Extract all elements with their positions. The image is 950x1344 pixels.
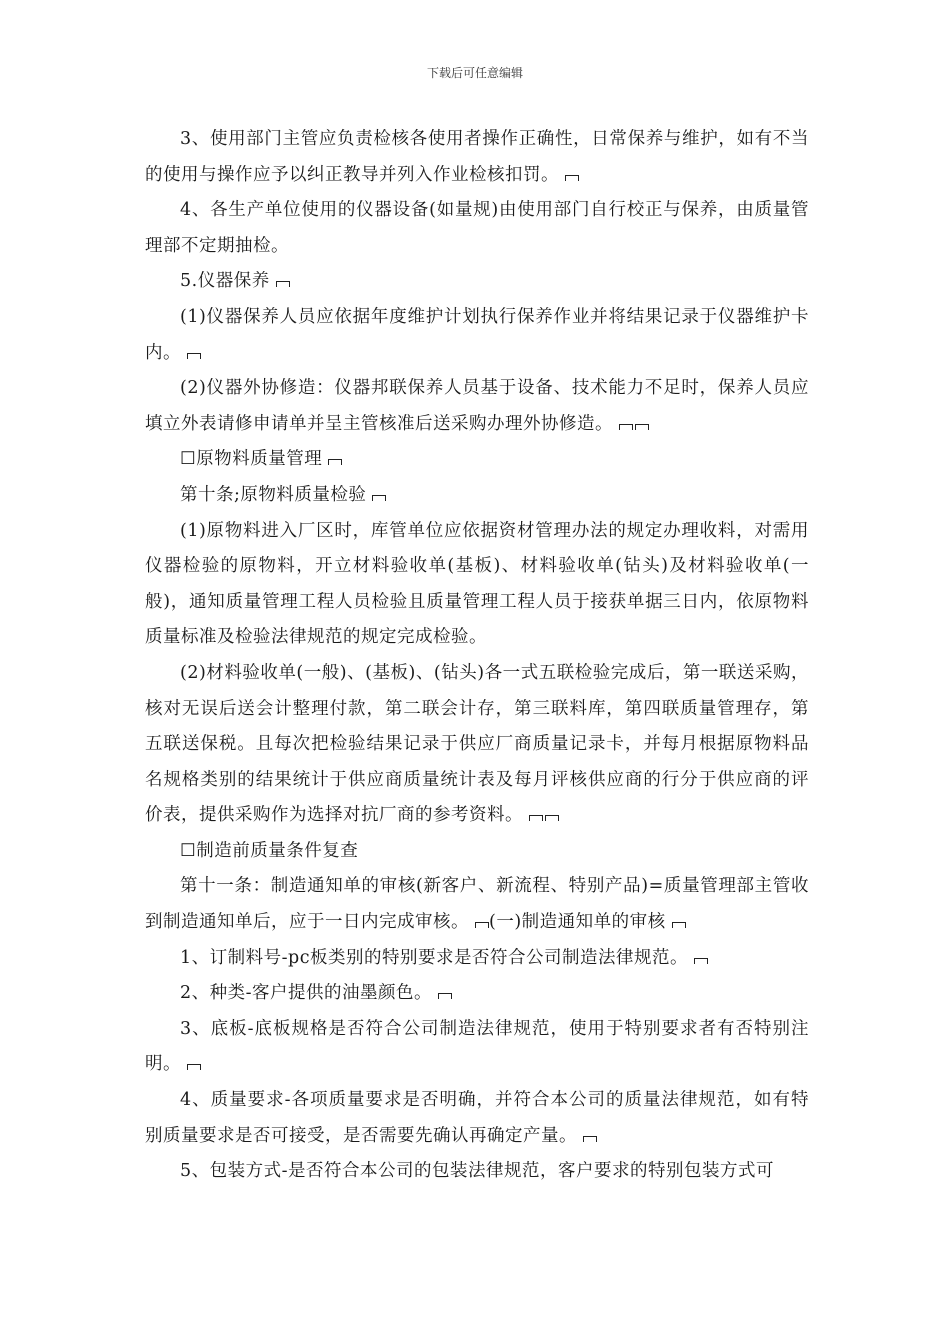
list-item — [145, 1154, 809, 1190]
line-break-mark-icon — [187, 353, 201, 359]
paragraph — [145, 371, 809, 442]
paragraph — [145, 869, 809, 940]
paragraph-text: (1)原物料进入厂区时，库管单位应依据资材管理办法的规定办理收料，对需用仪器检验的原物料，开立材料验收单(基板)、材料验收单(钻头)及材料验收单(一般)，通知质量管理工程人员检验且质量管理工程人员于接获单据三日内，依原物料质量标准及检验法律规范的规定完成检验。 — [145, 520, 809, 648]
paragraph — [145, 122, 809, 193]
paragraph — [145, 514, 809, 656]
line-break-mark-icon — [372, 495, 386, 501]
list-item-text: 1、订制料号-pc板类别的特别要求是否符合公司制造法律规范。 — [180, 947, 689, 968]
line-break-mark-icon — [328, 459, 342, 465]
list-item — [145, 941, 809, 977]
paragraph-text: (1)仪器保养人员应依据年度维护计划执行保养作业并将结果记录于仪器维护卡内。 — [145, 306, 809, 363]
list-item — [145, 1083, 809, 1154]
line-break-mark-icon — [694, 958, 708, 964]
article-heading — [145, 478, 809, 514]
list-item — [145, 976, 809, 1012]
list-item-text: 2、种类-客户提供的油墨颜色。 — [180, 983, 433, 1004]
line-break-mark-icon — [529, 815, 543, 821]
list-item-text: 3、底板-底板规格是否符合公司制造法律规范，使用于特别要求者有否特别注明。 — [145, 1018, 809, 1075]
paragraph-text: (2)材料验收单(一般)、(基板)、(钻头)各一式五联检验完成后，第一联送采购，核对无误后送会计整理付款，第二联会计存，第三联料库，第四联质量管理存，第五联送保税。且每次把检验结果记录于供应厂商质量记录卡，并每月根据原物料品名规格类别的结果统计于供应商质量统计表及每月评核供应商的行分于供应商的评价表，提供采购作为选择对抗厂商的参考资料。 — [145, 662, 809, 826]
line-break-mark-icon — [672, 922, 686, 928]
line-break-mark-icon — [545, 815, 559, 821]
paragraph-text: 3、使用部门主管应负责检核各使用者操作正确性，日常保养与维护，如有不当的使用与操作应予以纠正教导并列入作业检核扣罚。 — [145, 129, 809, 185]
line-break-mark-icon — [187, 1064, 201, 1070]
section-heading-text: ☐制造前质量条件复查 — [180, 840, 359, 861]
line-break-mark-icon — [619, 424, 633, 430]
paragraph-text: 4、各生产单位使用的仪器设备(如量规)由使用部门自行校正与保养，由质量管理部不定期抽检。 — [145, 200, 809, 256]
line-break-mark-icon — [475, 922, 489, 928]
sub-heading-text: (一)制造通知单的审核 — [489, 912, 666, 933]
line-break-mark-icon — [565, 175, 579, 181]
page-header: 下载后可任意编辑 — [426, 66, 523, 80]
paragraph — [145, 264, 809, 300]
line-break-mark-icon — [583, 1136, 597, 1142]
paragraph-text: 5.仪器保养 — [180, 271, 270, 292]
document-body — [145, 122, 809, 1190]
paragraph — [145, 656, 809, 834]
line-break-mark-icon — [635, 424, 649, 430]
paragraph — [145, 193, 809, 264]
paragraph — [145, 300, 809, 371]
paragraph-text: 第十一条：制造通知单的审核(新客户、新流程、特别产品)=质量管理部主管收到制造通知单后，应于一日内完成审核。 — [145, 876, 809, 933]
list-item-text: 4、质量要求-各项质量要求是否明确，并符合本公司的质量法律规范，如有特别质量要求是否可接受，是否需要先确认再确定产量。 — [145, 1090, 809, 1146]
list-item — [145, 1012, 809, 1083]
line-break-mark-icon — [438, 993, 452, 999]
section-heading — [145, 442, 809, 478]
section-heading-text: ☐原物料质量管理 — [180, 449, 323, 470]
article-heading-text: 第十条;原物料质量检验 — [180, 484, 367, 505]
section-heading — [145, 834, 809, 870]
line-break-mark-icon — [276, 281, 290, 287]
paragraph-text: (2)仪器外协修造：仪器邦联保养人员基于设备、技术能力不足时，保养人员应填立外表请修申请单并呈主管核准后送采购办理外协修造。 — [145, 378, 809, 434]
list-item-text: 5、包装方式-是否符合本公司的包装法律规范，客户要求的特别包装方式可 — [180, 1161, 775, 1182]
